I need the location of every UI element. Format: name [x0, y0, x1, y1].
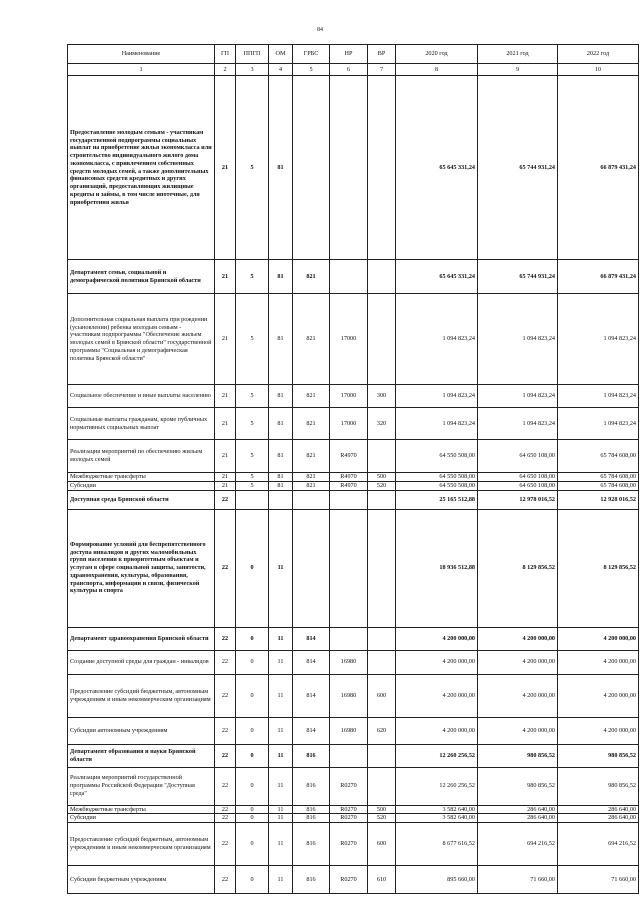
row-2021: 4 200 000,00 [478, 717, 558, 744]
row-name: Предоставление молодым семьям - участникам государственной подпрограммы социальных выплат на приобретение жилья экономкласса или строительство индивидуального жилого дома экономкласса, с привлечением собственных средств молодых семей, а также дополнительных финансовых средств кредитных и других организаций, предоставляющих жилищные кредиты и займы, в том числе ипотечные, для приобретения жилья [68, 76, 215, 260]
row-vr [368, 260, 396, 294]
row-2020: 3 582 640,00 [396, 814, 478, 823]
row-om: 81 [269, 473, 293, 482]
table-row [68, 509, 639, 627]
table-row [68, 823, 639, 866]
row-om: 81 [269, 260, 293, 294]
col-num: 9 [478, 64, 558, 76]
row-2021: 286 640,00 [478, 805, 558, 814]
row-name: Социальные выплаты гражданам, кроме публичных нормативных социальных выплат [68, 408, 215, 440]
row-om: 11 [269, 717, 293, 744]
row-name: Предоставление субсидий бюджетным, автономным учреждениям и иным некоммерческим организациям [68, 823, 215, 866]
row-ppgp: 5 [236, 385, 269, 408]
row-grbs: 821 [293, 473, 330, 482]
row-2021: 65 744 931,24 [478, 260, 558, 294]
row-gp: 22 [215, 627, 236, 650]
row-grbs: 816 [293, 767, 330, 805]
row-2020: 1 094 823,24 [396, 294, 478, 385]
row-gp: 22 [215, 823, 236, 866]
row-om: 11 [269, 744, 293, 767]
row-name: Доступная среда Брянской области [68, 490, 215, 509]
row-2022: 65 784 608,00 [558, 473, 639, 482]
table-row [68, 385, 639, 408]
header-ppgp: ППГП [236, 45, 269, 64]
table-row [68, 260, 639, 294]
row-ppgp: 0 [236, 805, 269, 814]
row-2021: 1 094 823,24 [478, 294, 558, 385]
header-2022: 2022 год [558, 45, 639, 64]
row-name: Субсидии бюджетным учреждениям [68, 866, 215, 894]
row-2020: 64 550 508,00 [396, 481, 478, 490]
budget-table [67, 44, 639, 894]
row-ppgp [236, 490, 269, 509]
table-row [68, 767, 639, 805]
row-grbs: 814 [293, 650, 330, 674]
row-gp: 21 [215, 260, 236, 294]
row-grbs: 821 [293, 294, 330, 385]
row-nr: 16980 [330, 650, 368, 674]
row-nr: R4970 [330, 481, 368, 490]
row-nr: R0270 [330, 767, 368, 805]
row-ppgp: 0 [236, 866, 269, 894]
row-gp: 22 [215, 717, 236, 744]
row-ppgp: 0 [236, 744, 269, 767]
row-2021: 1 094 823,24 [478, 385, 558, 408]
row-grbs: 816 [293, 823, 330, 866]
row-vr: 600 [368, 674, 396, 717]
row-2022: 8 129 856,52 [558, 509, 639, 627]
row-nr: 16980 [330, 674, 368, 717]
row-gp: 22 [215, 650, 236, 674]
row-name: Формирование условий для беспрепятственного доступа инвалидов и других маломобильных групп населения к приоритетным объектам и услугам в сфере социальной защиты, занятости, здравоохранения, культуры, образования, транспорта, информации и связи, физической культуры и спорта [68, 509, 215, 627]
row-nr [330, 76, 368, 260]
row-gp: 22 [215, 814, 236, 823]
col-num: 2 [215, 64, 236, 76]
row-2020: 895 660,00 [396, 866, 478, 894]
row-2020: 25 165 512,88 [396, 490, 478, 509]
row-nr [330, 490, 368, 509]
row-gp: 21 [215, 440, 236, 473]
row-2021: 694 216,52 [478, 823, 558, 866]
row-nr: R0270 [330, 823, 368, 866]
row-gp: 21 [215, 408, 236, 440]
row-2022: 66 879 431,24 [558, 76, 639, 260]
row-2020: 1 094 823,24 [396, 408, 478, 440]
row-name: Департамент образования и науки Брянской области [68, 744, 215, 767]
row-2022: 1 094 823,24 [558, 294, 639, 385]
table-row [68, 481, 639, 490]
row-om: 81 [269, 481, 293, 490]
row-2021: 64 650 108,00 [478, 473, 558, 482]
row-vr [368, 627, 396, 650]
row-name: Субсидии [68, 814, 215, 823]
table-row [68, 408, 639, 440]
row-2020: 4 200 000,00 [396, 674, 478, 717]
row-2021: 4 200 000,00 [478, 627, 558, 650]
col-num: 10 [558, 64, 639, 76]
header-row [68, 45, 639, 64]
row-nr: 17000 [330, 385, 368, 408]
table-row [68, 866, 639, 894]
header-name: Наименование [68, 45, 215, 64]
table-row [68, 490, 639, 509]
row-grbs [293, 76, 330, 260]
table-row [68, 650, 639, 674]
row-2022: 1 094 823,24 [558, 385, 639, 408]
row-2021: 65 744 931,24 [478, 76, 558, 260]
row-ppgp: 5 [236, 76, 269, 260]
row-2020: 64 550 508,00 [396, 473, 478, 482]
table-row [68, 440, 639, 473]
row-gp: 21 [215, 385, 236, 408]
col-num: 4 [269, 64, 293, 76]
row-2021: 8 129 856,52 [478, 509, 558, 627]
row-grbs: 821 [293, 408, 330, 440]
column-number-row [68, 64, 639, 76]
row-2020: 4 200 000,00 [396, 650, 478, 674]
row-om: 11 [269, 650, 293, 674]
row-2021: 4 200 000,00 [478, 650, 558, 674]
row-name: Межбюджетные трансферты [68, 805, 215, 814]
row-vr: 610 [368, 866, 396, 894]
row-2022: 286 640,00 [558, 814, 639, 823]
row-2022: 980 856,52 [558, 744, 639, 767]
row-vr: 620 [368, 717, 396, 744]
row-nr: 17000 [330, 408, 368, 440]
row-grbs: 821 [293, 385, 330, 408]
row-nr: R4970 [330, 473, 368, 482]
row-vr [368, 76, 396, 260]
row-ppgp: 0 [236, 767, 269, 805]
row-2020: 12 260 256,52 [396, 744, 478, 767]
row-2022: 65 784 608,00 [558, 440, 639, 473]
row-vr: 520 [368, 481, 396, 490]
row-om: 11 [269, 509, 293, 627]
row-ppgp: 5 [236, 440, 269, 473]
row-2021: 12 978 016,52 [478, 490, 558, 509]
page-number: 84 [317, 27, 323, 33]
row-grbs: 814 [293, 674, 330, 717]
row-2021: 286 640,00 [478, 814, 558, 823]
row-grbs [293, 509, 330, 627]
row-2022: 12 928 016,52 [558, 490, 639, 509]
header-2020: 2020 год [396, 45, 478, 64]
row-gp: 22 [215, 490, 236, 509]
header-gp: ГП [215, 45, 236, 64]
row-ppgp: 0 [236, 627, 269, 650]
row-vr [368, 440, 396, 473]
row-grbs: 816 [293, 744, 330, 767]
row-nr: R4970 [330, 440, 368, 473]
row-gp: 22 [215, 805, 236, 814]
row-grbs: 814 [293, 717, 330, 744]
row-om: 11 [269, 805, 293, 814]
row-2022: 66 879 431,24 [558, 260, 639, 294]
row-om: 81 [269, 440, 293, 473]
row-name: Реализация мероприятий по обеспечению жильем молодых семей [68, 440, 215, 473]
row-2020: 8 677 616,52 [396, 823, 478, 866]
row-2022: 4 200 000,00 [558, 627, 639, 650]
row-vr [368, 650, 396, 674]
row-om: 81 [269, 385, 293, 408]
row-om: 81 [269, 408, 293, 440]
table-row [68, 814, 639, 823]
row-grbs: 816 [293, 866, 330, 894]
row-ppgp: 5 [236, 294, 269, 385]
col-num: 3 [236, 64, 269, 76]
header-nr: НР [330, 45, 368, 64]
row-ppgp: 0 [236, 814, 269, 823]
col-num: 7 [368, 64, 396, 76]
row-om: 11 [269, 627, 293, 650]
row-2021: 4 200 000,00 [478, 674, 558, 717]
table-row [68, 294, 639, 385]
table-row [68, 717, 639, 744]
row-om: 81 [269, 76, 293, 260]
row-grbs: 821 [293, 440, 330, 473]
row-ppgp: 5 [236, 260, 269, 294]
header-vr: ВР [368, 45, 396, 64]
row-om: 11 [269, 674, 293, 717]
row-vr [368, 490, 396, 509]
row-name: Департамент здравоохранения Брянской области [68, 627, 215, 650]
row-gp: 22 [215, 866, 236, 894]
row-2022: 4 200 000,00 [558, 717, 639, 744]
col-num: 6 [330, 64, 368, 76]
row-om: 11 [269, 823, 293, 866]
row-name: Создание доступной среды для граждан - инвалидов [68, 650, 215, 674]
row-grbs: 816 [293, 814, 330, 823]
row-2020: 18 936 512,88 [396, 509, 478, 627]
table-row [68, 627, 639, 650]
row-nr: R0270 [330, 805, 368, 814]
table-row [68, 805, 639, 814]
row-nr: 17000 [330, 294, 368, 385]
row-grbs: 821 [293, 481, 330, 490]
row-om: 11 [269, 767, 293, 805]
row-nr [330, 509, 368, 627]
row-name: Субсидии [68, 481, 215, 490]
row-2021: 64 650 108,00 [478, 481, 558, 490]
row-2022: 286 640,00 [558, 805, 639, 814]
header-2021: 2021 год [478, 45, 558, 64]
table-row [68, 76, 639, 260]
row-2022: 980 856,52 [558, 767, 639, 805]
row-2022: 71 660,00 [558, 866, 639, 894]
row-name: Реализация мероприятий государственной программы Российской Федерации "Доступная среда" [68, 767, 215, 805]
row-vr: 500 [368, 473, 396, 482]
row-2020: 64 550 508,00 [396, 440, 478, 473]
row-om: 81 [269, 294, 293, 385]
row-2021: 1 094 823,24 [478, 408, 558, 440]
row-2020: 65 645 331,24 [396, 260, 478, 294]
row-vr [368, 294, 396, 385]
row-name: Социальное обеспечение и иные выплаты населению [68, 385, 215, 408]
row-name: Межбюджетные трансферты [68, 473, 215, 482]
row-nr [330, 260, 368, 294]
row-om: 11 [269, 866, 293, 894]
row-name: Субсидии автономным учреждениям [68, 717, 215, 744]
row-grbs: 821 [293, 260, 330, 294]
row-vr: 600 [368, 823, 396, 866]
row-name: Дополнительная социальная выплата при рождении (усыновлении) ребенка молодым семьям - участникам подпрограммы "Обеспечение жильем молодых семей в Брянской области" государственной программы "Социальная и демографическая политика Брянской области" [68, 294, 215, 385]
row-2022: 4 200 000,00 [558, 674, 639, 717]
row-2022: 694 216,52 [558, 823, 639, 866]
row-2020: 65 645 331,24 [396, 76, 478, 260]
row-nr [330, 744, 368, 767]
row-name: Департамент семьи, социальной и демографической политики Брянской области [68, 260, 215, 294]
row-om: 11 [269, 814, 293, 823]
table-row [68, 674, 639, 717]
row-2021: 980 856,52 [478, 744, 558, 767]
row-2022: 1 094 823,24 [558, 408, 639, 440]
row-gp: 22 [215, 767, 236, 805]
col-num: 8 [396, 64, 478, 76]
row-gp: 22 [215, 509, 236, 627]
row-gp: 21 [215, 76, 236, 260]
row-nr [330, 627, 368, 650]
row-2020: 3 582 640,00 [396, 805, 478, 814]
row-vr [368, 767, 396, 805]
row-ppgp: 5 [236, 473, 269, 482]
row-grbs [293, 490, 330, 509]
row-vr: 320 [368, 408, 396, 440]
row-vr: 300 [368, 385, 396, 408]
row-ppgp: 5 [236, 481, 269, 490]
row-gp: 22 [215, 674, 236, 717]
row-vr: 520 [368, 814, 396, 823]
row-nr: R0270 [330, 814, 368, 823]
row-ppgp: 0 [236, 509, 269, 627]
row-ppgp: 0 [236, 674, 269, 717]
row-2021: 64 650 108,00 [478, 440, 558, 473]
row-ppgp: 0 [236, 650, 269, 674]
col-num: 5 [293, 64, 330, 76]
row-2022: 65 784 608,00 [558, 481, 639, 490]
row-vr [368, 509, 396, 627]
row-gp: 21 [215, 481, 236, 490]
table-row [68, 473, 639, 482]
row-2020: 1 094 823,24 [396, 385, 478, 408]
header-om: ОМ [269, 45, 293, 64]
row-2022: 4 200 000,00 [558, 650, 639, 674]
row-nr: R0270 [330, 866, 368, 894]
row-2020: 4 200 000,00 [396, 627, 478, 650]
table-body [68, 76, 639, 894]
row-name: Предоставление субсидий бюджетным, автономным учреждениям и иным некоммерческим организациям [68, 674, 215, 717]
row-gp: 22 [215, 744, 236, 767]
row-nr: 16980 [330, 717, 368, 744]
row-2021: 71 660,00 [478, 866, 558, 894]
header-grbs: ГРБС [293, 45, 330, 64]
row-vr [368, 744, 396, 767]
row-2021: 980 856,52 [478, 767, 558, 805]
row-ppgp: 0 [236, 823, 269, 866]
col-num: 1 [68, 64, 215, 76]
row-grbs: 814 [293, 627, 330, 650]
row-gp: 21 [215, 473, 236, 482]
row-ppgp: 0 [236, 717, 269, 744]
row-om [269, 490, 293, 509]
row-2020: 4 200 000,00 [396, 717, 478, 744]
row-gp: 21 [215, 294, 236, 385]
row-grbs: 816 [293, 805, 330, 814]
row-vr: 500 [368, 805, 396, 814]
row-ppgp: 5 [236, 408, 269, 440]
table-row [68, 744, 639, 767]
row-2020: 12 260 256,52 [396, 767, 478, 805]
